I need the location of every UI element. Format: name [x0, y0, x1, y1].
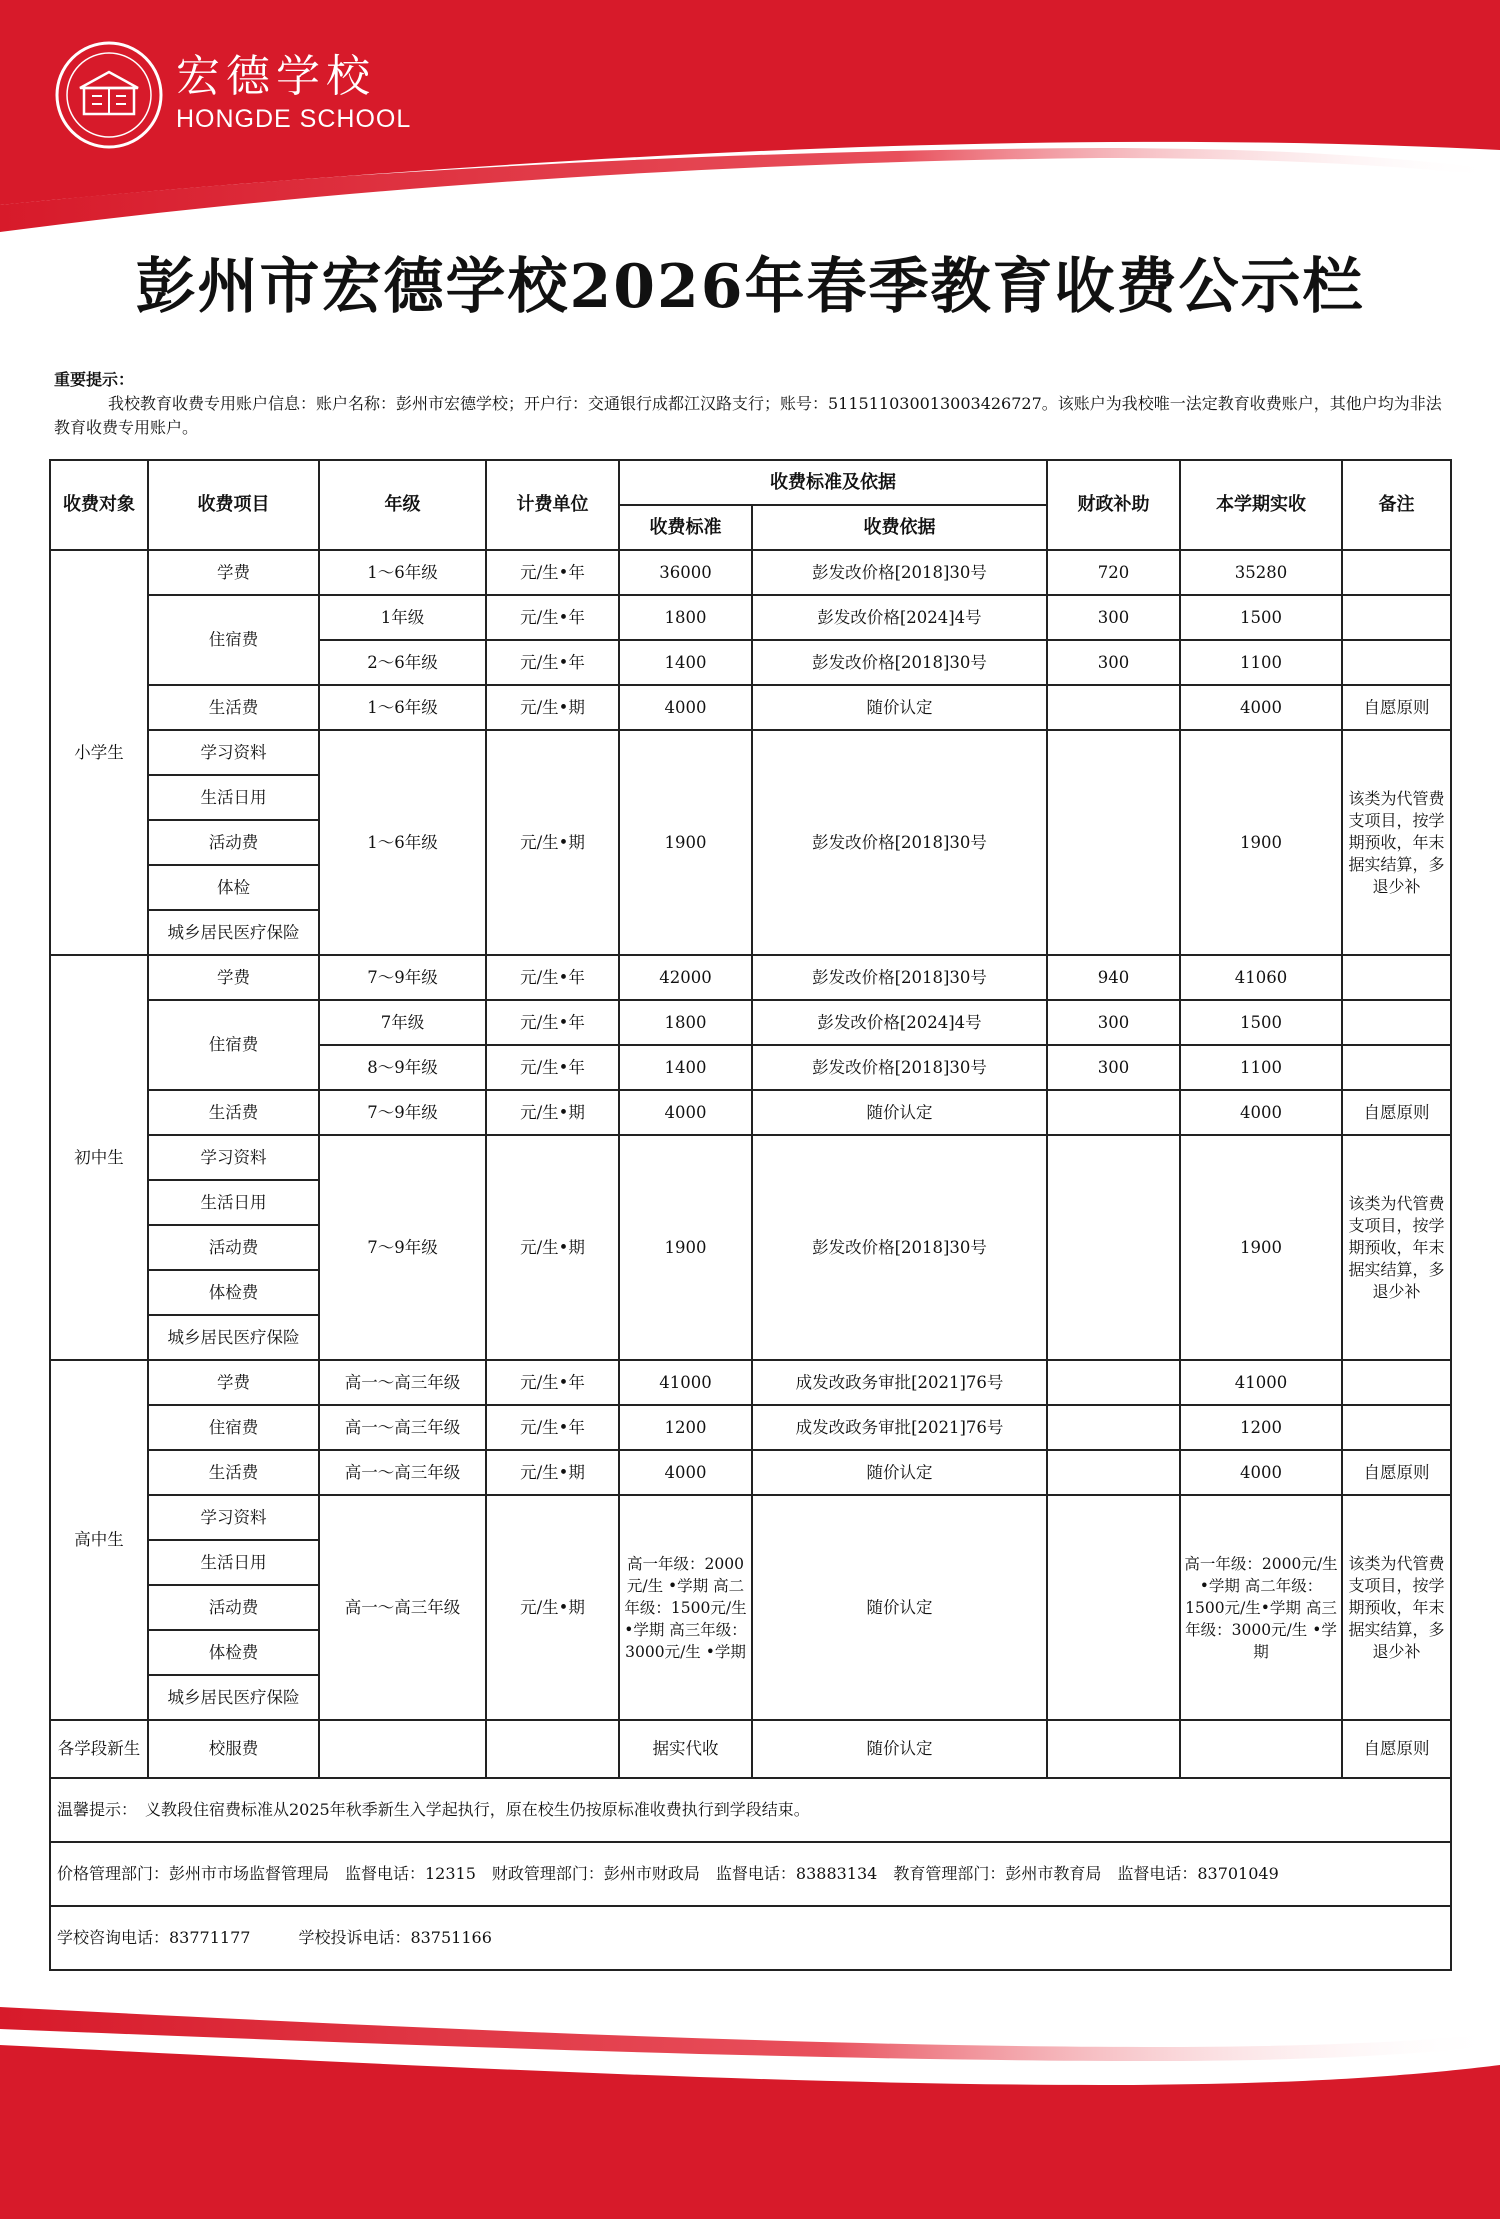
cell-subsidy	[1047, 685, 1180, 730]
school-name	[176, 50, 411, 134]
cell-grade: 7～9年级	[319, 1135, 486, 1360]
table-row	[50, 1135, 1451, 1180]
cell-item: 体检	[148, 865, 319, 910]
cell-basis: 彭发改价格[2024]4号	[752, 1000, 1047, 1045]
cell-item: 城乡居民医疗保险	[148, 910, 319, 955]
cell-subsidy	[1047, 730, 1180, 955]
cell-unit: 元/生•年	[486, 1405, 619, 1450]
contact-info: 学校咨询电话：83771177 学校投诉电话：83751166	[50, 1906, 1451, 1970]
col-header-std-group: 收费标准及依据	[619, 460, 1047, 505]
cell-grade: 7～9年级	[319, 1090, 486, 1135]
cell-subsidy: 300	[1047, 1045, 1180, 1090]
cell-grade: 1～6年级	[319, 730, 486, 955]
cell-std: 1900	[619, 1135, 752, 1360]
cell-basis: 彭发改价格[2018]30号	[752, 1135, 1047, 1360]
col-header-unit: 计费单位	[486, 460, 619, 550]
important-notice	[54, 368, 1454, 440]
cell-item: 学费	[148, 550, 319, 595]
cell-std: 4000	[619, 685, 752, 730]
cell-item: 活动费	[148, 820, 319, 865]
cell-subsidy: 300	[1047, 1000, 1180, 1045]
school-logo	[54, 40, 164, 150]
cell-grade: 2～6年级	[319, 640, 486, 685]
cell-unit: 元/生•年	[486, 1045, 619, 1090]
cell-unit: 元/生•年	[486, 1000, 619, 1045]
table-row	[50, 1495, 1451, 1540]
cell-item: 生活费	[148, 685, 319, 730]
cell-grade	[319, 1720, 486, 1778]
cell-std: 42000	[619, 955, 752, 1000]
cell-item: 生活费	[148, 1090, 319, 1135]
cell-item: 活动费	[148, 1585, 319, 1630]
cell-subsidy	[1047, 1720, 1180, 1778]
cell-item: 住宿费	[148, 1000, 319, 1090]
cell-remark: 该类为代管费支项目，按学期预收，年末据实结算，多退少补	[1342, 1495, 1451, 1720]
cell-item: 学费	[148, 1360, 319, 1405]
cell-item: 住宿费	[148, 1405, 319, 1450]
cell-item: 城乡居民医疗保险	[148, 1315, 319, 1360]
cell-grade: 高一～高三年级	[319, 1450, 486, 1495]
table-row	[50, 685, 1451, 730]
cell-item: 校服费	[148, 1720, 319, 1778]
cell-item: 学习资料	[148, 730, 319, 775]
cell-basis: 随价认定	[752, 1720, 1047, 1778]
cell-basis: 成发改政务审批[2021]76号	[752, 1360, 1047, 1405]
cell-subsidy: 940	[1047, 955, 1180, 1000]
cell-actual: 4000	[1180, 1090, 1342, 1135]
cell-subsidy: 720	[1047, 550, 1180, 595]
cell-subsidy: 300	[1047, 640, 1180, 685]
cell-remark	[1342, 1405, 1451, 1450]
table-row	[50, 595, 1451, 640]
cell-remark	[1342, 1045, 1451, 1090]
cell-item: 活动费	[148, 1225, 319, 1270]
cell-actual: 4000	[1180, 1450, 1342, 1495]
cell-subsidy	[1047, 1360, 1180, 1405]
cell-grade: 7～9年级	[319, 955, 486, 1000]
cell-remark	[1342, 640, 1451, 685]
cell-remark	[1342, 550, 1451, 595]
cell-basis: 彭发改价格[2018]30号	[752, 955, 1047, 1000]
cell-remark	[1342, 955, 1451, 1000]
bottom-banner	[0, 1985, 1500, 2219]
table-row	[50, 1405, 1451, 1450]
fee-table	[49, 459, 1452, 1971]
cell-subsidy	[1047, 1405, 1180, 1450]
cell-remark	[1342, 595, 1451, 640]
cell-grade: 高一～高三年级	[319, 1360, 486, 1405]
cell-std: 1200	[619, 1405, 752, 1450]
header-row	[50, 460, 1451, 505]
cell-std: 1800	[619, 595, 752, 640]
cell-unit: 元/生•年	[486, 955, 619, 1000]
table-row	[50, 1090, 1451, 1135]
group-label-new: 各学段新生	[50, 1720, 148, 1778]
group-label-junior: 初中生	[50, 955, 148, 1360]
col-header-actual: 本学期实收	[1180, 460, 1342, 550]
cell-item: 生活日用	[148, 1540, 319, 1585]
cell-basis: 随价认定	[752, 1495, 1047, 1720]
cell-std: 4000	[619, 1090, 752, 1135]
cell-unit: 元/生•期	[486, 685, 619, 730]
department-info: 价格管理部门：彭州市市场监督管理局 监督电话：12315 财政管理部门：彭州市财政局 监督电话：83883134 教育管理部门：彭州市教育局 监督电话：83701049	[50, 1842, 1451, 1906]
cell-subsidy	[1047, 1495, 1180, 1720]
table-row	[50, 1450, 1451, 1495]
cell-actual: 41000	[1180, 1360, 1342, 1405]
cell-unit: 元/生•期	[486, 1135, 619, 1360]
cell-actual: 1500	[1180, 1000, 1342, 1045]
col-header-item: 收费项目	[148, 460, 319, 550]
cell-basis: 彭发改价格[2018]30号	[752, 730, 1047, 955]
cell-actual: 1100	[1180, 640, 1342, 685]
cell-std: 高一年级：2000元/生 •学期 高二年级：1500元/生 •学期 高三年级：3000元/生 •学期	[619, 1495, 752, 1720]
cell-std: 36000	[619, 550, 752, 595]
school-name-cn: 宏德学校	[176, 51, 376, 102]
cell-actual: 1900	[1180, 730, 1342, 955]
cell-remark: 自愿原则	[1342, 1090, 1451, 1135]
cell-item: 学习资料	[148, 1135, 319, 1180]
col-header-grade: 年级	[319, 460, 486, 550]
page-title: 彭州市宏德学校2026年春季教育收费公示栏	[135, 252, 1365, 322]
table-row	[50, 1000, 1451, 1045]
cell-item: 住宿费	[148, 595, 319, 685]
cell-unit: 元/生•期	[486, 1450, 619, 1495]
cell-actual: 1900	[1180, 1135, 1342, 1360]
table-row	[50, 955, 1451, 1000]
cell-subsidy	[1047, 1450, 1180, 1495]
cell-std: 据实代收	[619, 1720, 752, 1778]
cell-grade: 1年级	[319, 595, 486, 640]
cell-subsidy	[1047, 1135, 1180, 1360]
notice-text: 我校教育收费专用账户信息：账户名称：彭州市宏德学校；开户行：交通银行成都江汉路支行；账号：511511030013003426727。该账户为我校唯一法定教育收费账户，其他户均为非法教育收费专用账户。	[54, 394, 1442, 437]
cell-unit: 元/生•年	[486, 595, 619, 640]
cell-basis: 彭发改价格[2018]30号	[752, 550, 1047, 595]
warm-tip: 温馨提示： 义教段住宿费标准从2025年秋季新生入学起执行，原在校生仍按原标准收费执行到学段结束。	[50, 1778, 1451, 1842]
cell-std: 4000	[619, 1450, 752, 1495]
cell-basis: 随价认定	[752, 1090, 1047, 1135]
group-label-senior: 高中生	[50, 1360, 148, 1720]
cell-item: 体检费	[148, 1630, 319, 1675]
cell-grade: 高一～高三年级	[319, 1405, 486, 1450]
cell-item: 体检费	[148, 1270, 319, 1315]
school-seal-icon	[54, 40, 164, 150]
table-row	[50, 1720, 1451, 1778]
col-header-remark: 备注	[1342, 460, 1451, 550]
cell-grade: 7年级	[319, 1000, 486, 1045]
cell-unit: 元/生•年	[486, 1360, 619, 1405]
cell-grade: 1～6年级	[319, 685, 486, 730]
table-row	[50, 1842, 1451, 1906]
cell-grade: 1～6年级	[319, 550, 486, 595]
cell-actual: 4000	[1180, 685, 1342, 730]
cell-remark: 自愿原则	[1342, 1720, 1451, 1778]
cell-unit: 元/生•年	[486, 550, 619, 595]
table-row	[50, 1906, 1451, 1970]
col-header-std: 收费标准	[619, 505, 752, 550]
cell-basis: 随价认定	[752, 1450, 1047, 1495]
notice-label: 重要提示：	[54, 370, 135, 389]
col-header-basis: 收费依据	[752, 505, 1047, 550]
cell-actual: 1500	[1180, 595, 1342, 640]
table-row	[50, 550, 1451, 595]
table-row	[50, 1360, 1451, 1405]
cell-item: 生活日用	[148, 1180, 319, 1225]
cell-std: 1400	[619, 640, 752, 685]
cell-item: 学费	[148, 955, 319, 1000]
cell-unit: 元/生•期	[486, 1495, 619, 1720]
cell-actual: 35280	[1180, 550, 1342, 595]
cell-std: 41000	[619, 1360, 752, 1405]
cell-item: 生活日用	[148, 775, 319, 820]
cell-actual: 1200	[1180, 1405, 1342, 1450]
cell-remark	[1342, 1360, 1451, 1405]
cell-std: 1800	[619, 1000, 752, 1045]
cell-std: 1900	[619, 730, 752, 955]
group-label-primary: 小学生	[50, 550, 148, 955]
cell-item: 城乡居民医疗保险	[148, 1675, 319, 1720]
cell-actual: 1100	[1180, 1045, 1342, 1090]
cell-remark: 自愿原则	[1342, 1450, 1451, 1495]
table-row	[50, 1778, 1451, 1842]
cell-remark: 该类为代管费支项目，按学期预收，年末据实结算，多退少补	[1342, 730, 1451, 955]
cell-basis: 成发改政务审批[2021]76号	[752, 1405, 1047, 1450]
cell-basis: 彭发改价格[2024]4号	[752, 595, 1047, 640]
cell-grade: 高一～高三年级	[319, 1495, 486, 1720]
table-row	[50, 730, 1451, 775]
cell-remark: 该类为代管费支项目，按学期预收，年末据实结算，多退少补	[1342, 1135, 1451, 1360]
cell-basis: 随价认定	[752, 685, 1047, 730]
cell-unit: 元/生•期	[486, 1090, 619, 1135]
cell-basis: 彭发改价格[2018]30号	[752, 1045, 1047, 1090]
cell-actual	[1180, 1720, 1342, 1778]
cell-subsidy	[1047, 1090, 1180, 1135]
col-header-target: 收费对象	[50, 460, 148, 550]
school-name-en: HONGDE SCHOOL	[176, 105, 412, 133]
cell-unit	[486, 1720, 619, 1778]
cell-actual: 高一年级：2000元/生•学期 高二年级：1500元/生•学期 高三年级：3000元/生 •学期	[1180, 1495, 1342, 1720]
cell-unit: 元/生•期	[486, 730, 619, 955]
cell-unit: 元/生•年	[486, 640, 619, 685]
cell-item: 学习资料	[148, 1495, 319, 1540]
cell-std: 1400	[619, 1045, 752, 1090]
cell-remark	[1342, 1000, 1451, 1045]
cell-subsidy: 300	[1047, 595, 1180, 640]
cell-item: 生活费	[148, 1450, 319, 1495]
col-header-subsidy: 财政补助	[1047, 460, 1180, 550]
cell-actual: 41060	[1180, 955, 1342, 1000]
cell-grade: 8～9年级	[319, 1045, 486, 1090]
cell-remark: 自愿原则	[1342, 685, 1451, 730]
cell-basis: 彭发改价格[2018]30号	[752, 640, 1047, 685]
